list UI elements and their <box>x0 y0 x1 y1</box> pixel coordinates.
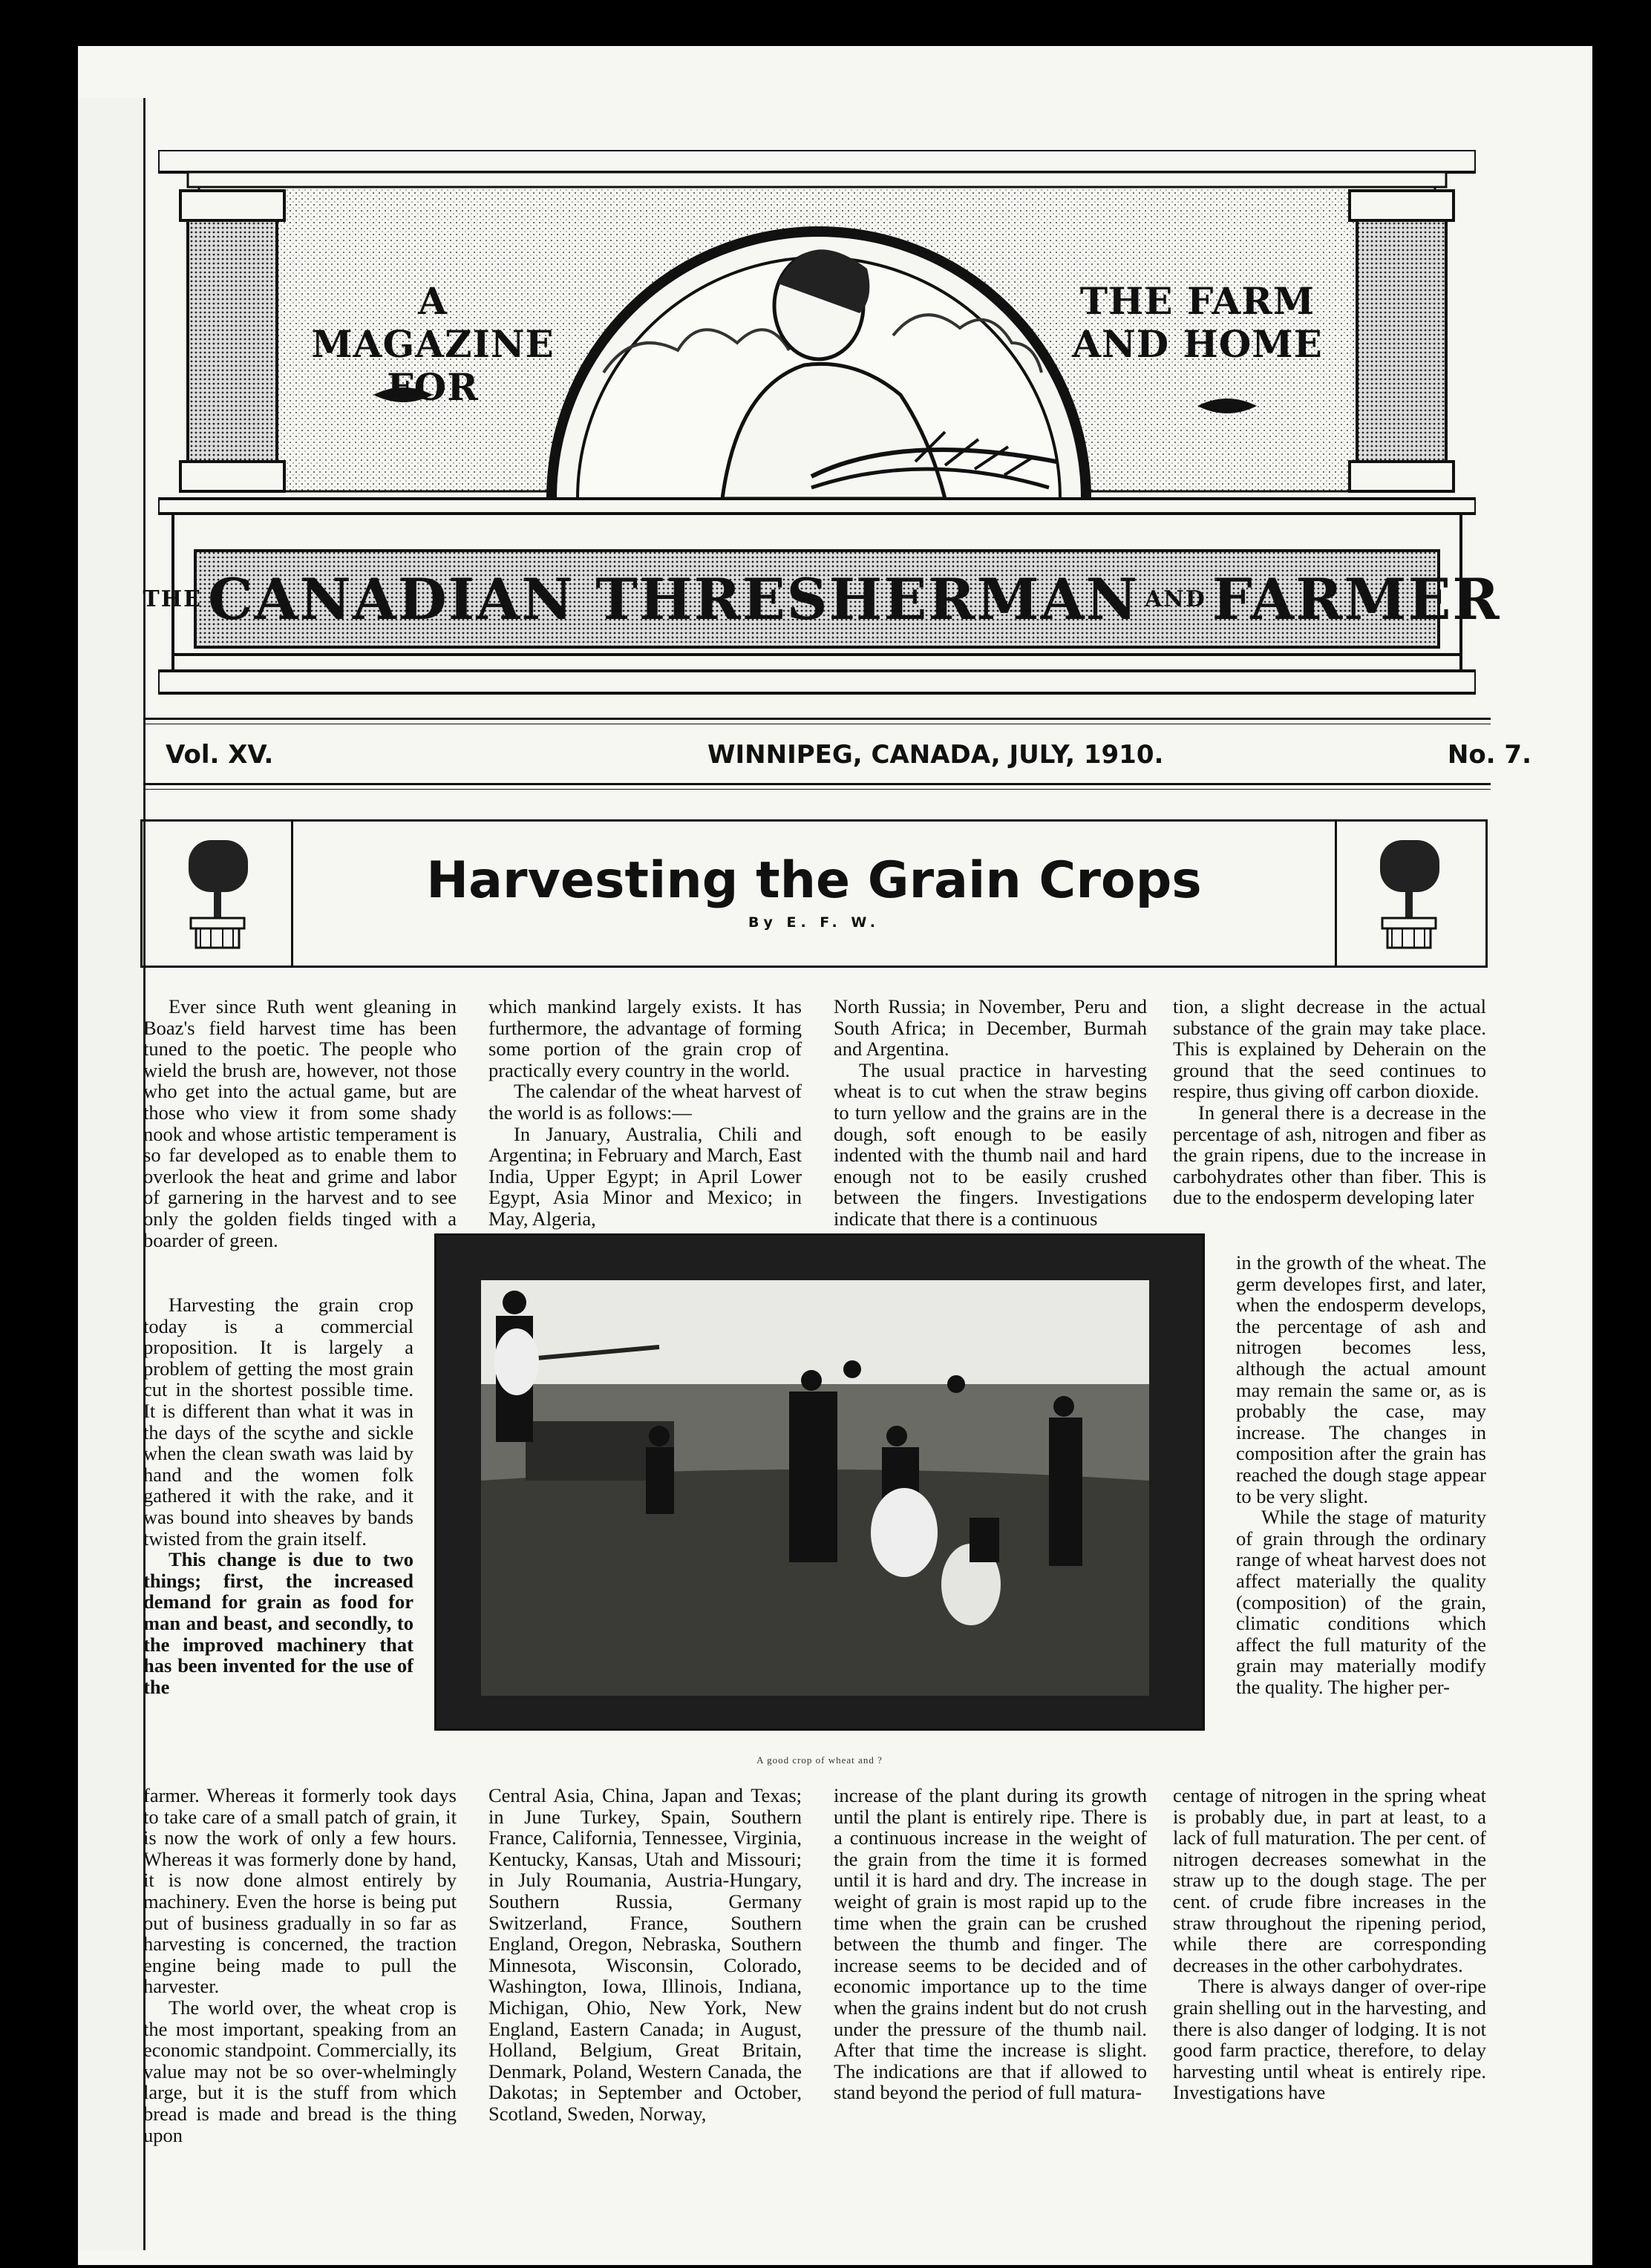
paragraph: centage of nitrogen in the spring wheat is probably due, in part at least, to a lack of full maturation. The per cent. of nitrogen decreases somewhat in the straw up to the dough stage. The per cent. of crude fibre increases in the straw throughout the ripening period, while there are corresponding decreases in the other carbohydrates. <box>1173 1784 1486 1976</box>
paragraph: In general there is a decrease in the percentage of ash, nitrogen and fiber as the grain ripens, due to the increase in carbohydrates other than fiber. This is due to the endosperm developing later <box>1173 1101 1486 1209</box>
column-1-top <box>143 996 457 1251</box>
tagline-right-line2: AND HOME <box>1072 322 1323 366</box>
previous-page-edge <box>78 98 146 2250</box>
tagline-left-line2: FOR <box>387 365 479 409</box>
tagline-right-line1: THE FARM <box>1079 279 1315 323</box>
header-ornament-left <box>143 822 293 966</box>
paragraph: farmer. Whereas it formerly took days to take care of a small patch of grain, it is now the work of only a few hours. Whereas it was formerly done by hand, it is now done almost entirely by machinery. Even the horse is being put out of business gradually in so far as harvesting is concerned, the traction engine being made to pull the harvester. <box>143 1784 457 1998</box>
paragraph: While the stage of maturity of grain through the ordinary range of wheat harvest does not affect materially the quality (composition) of the grain, climatic conditions which affect the full maturity of the grain may materially modify the quality. The higher per- <box>1236 1506 1486 1698</box>
plant-pot-icon <box>1337 822 1485 966</box>
title-and: AND <box>1145 586 1206 612</box>
article-title: Harvesting the Grain Crops <box>426 851 1202 910</box>
article-byline: By E. F. W. <box>748 914 880 931</box>
paragraph: In January, Australia, Chili and Argentina; in February and March, East India, Upper Egypt; in April Lower Egypt, Asia Minor and Mexico; in May, Algeria, <box>488 1122 802 1230</box>
paragraph: increase of the plant during its growth until the plant is entirely ripe. There is a continuous increase in the weight of the grain from the time it is formed until it is hard and dry. The increase in weight of grain is most rapid up to the time when the grain can be crushed between the thumb and finger. The increase seems to be decided and of economic importance up to the time when the grains indent but do not crush under the pressure of the thumb nail. After that time the increase is slight. The indications are that if allowed to stand beyond the period of full matura- <box>834 1784 1147 2104</box>
column-3-top <box>834 996 1147 1230</box>
article-header <box>140 819 1488 968</box>
column-1-bottom <box>143 1785 457 2146</box>
column-1-narrow <box>143 1294 413 1697</box>
paragraph: tion, a slight decrease in the actual substance of the grain may take place. This is explained by Deherain on the ground that the seed continues to respire, thus giving off carbon dioxide. <box>1173 995 1486 1103</box>
title-main: CANADIAN THRESHERMAN <box>207 566 1140 632</box>
column-4-narrow <box>1236 1252 1486 1697</box>
paragraph: Ever since Ruth went gleaning in Boaz's field harvest time has been tuned to the poetic. The people who wield the brush are, however, not those who get into the actual game, but are those who view it from some shady nook and whose artistic temperament is so far developed as to enable them to overlook the heat and grime and labor of garnering in the harvest and to see only the golden fields tinged with a boarder of green. <box>143 995 457 1251</box>
issue-line <box>166 740 1546 777</box>
tagline-left-line1: A MAGAZINE <box>311 279 555 366</box>
divider-rule <box>143 789 1491 790</box>
paragraph: North Russia; in November, Peru and South Africa; in December, Burmah and Argentina. <box>834 995 1147 1061</box>
divider-rule <box>143 783 1491 785</box>
column-3-bottom <box>834 1785 1147 2103</box>
paragraph: which mankind largely exists. It has furthermore, the advantage of forming some portion of the grain crop of practically every country in the world. <box>488 995 802 1081</box>
paragraph: This change is due to two things; first, the increased demand for grain as food for man and beast, and secondly, to the improved machinery that has been invented for the use of the <box>143 1548 413 1698</box>
harvest-scene-image <box>437 1236 1203 1728</box>
column-2-bottom <box>488 1785 802 2125</box>
masthead-title <box>143 554 1501 643</box>
paragraph: There is always danger of over-ripe grain shelling out in the harvesting, and there is also danger of lodging. It is not good farm practice, therefore, to delay harvesting until wheat is entirely ripe. Investigations have <box>1173 1975 1486 2104</box>
issue-number: No. 7. <box>1447 740 1531 770</box>
column-4-bottom <box>1173 1785 1486 2103</box>
paragraph: The usual practice in harvesting wheat is to cut when the straw begins to turn yellow and the grains are in the dough, soft enough to be easily indented with the thumb nail and hard enough not to be easily crushed between the fingers. Investigations indicate that there is a continuous <box>834 1058 1147 1230</box>
header-ornament-right <box>1335 822 1485 966</box>
paragraph: The world over, the wheat crop is the most important, speaking from an economic standpoint. Commercially, its value may not be so over-whelmingly large, but it is the stuff from which bread is made and bread is the thing upon <box>143 1996 457 2146</box>
harvest-photo <box>434 1233 1205 1731</box>
column-4-top <box>1173 996 1486 1208</box>
paragraph: Central Asia, China, Japan and Texas; in June Turkey, Spain, Southern France, California, Tennessee, Virginia, Kentucky, Kansas, Utah and Missouri; in July Roumania, Austria-Hungary, Southern Russia, Germany Switzerland, France, Southern England, Oregon, Nebraska, Southern Minnesota, Wisconsin, Colorado, Washington, Iowa, Illinois, Indiana, Michigan, Ohio, New York, New England, Eastern Canada; in August, Holland, Belgium, Great Britain, Denmark, Poland, Western Canada, the Dakotas; in September and October, Scotland, Sweden, Norway, <box>488 1784 802 2125</box>
divider-rule <box>143 718 1491 720</box>
magazine-page <box>78 46 1592 2265</box>
paragraph: Harvesting the grain crop today is a commercial proposition. It is largely a problem of getting the most grain cut in the shortest possible time. It is different than what it was in the days of the scythe and sickle when the clean swath was laid by hand and the women folk gathered it with the rake, and it was bound into sheaves by bands twisted from the grain itself. <box>143 1294 413 1550</box>
volume-label: Vol. XV. <box>166 740 274 770</box>
column-2-top <box>488 996 802 1230</box>
masthead-tagline-left <box>307 280 559 409</box>
paragraph: The calendar of the wheat harvest of the world is as follows:— <box>488 1080 802 1124</box>
photo-caption: A good crop of wheat and ? <box>756 1754 883 1766</box>
masthead-tagline-right <box>1064 280 1331 366</box>
title-the: THE <box>143 586 202 612</box>
paragraph: in the growth of the wheat. The germ developes first, and later, when the endosperm develops, the percentage of ash and nitrogen becomes less, although the actual amount may remain the same or, as is probably the case, may increase. The changes in composition after the grain has reached the dough stage appear to be very slight. <box>1236 1251 1486 1507</box>
plant-pot-icon <box>143 822 291 966</box>
masthead <box>143 150 1501 699</box>
title-end: FARMER <box>1212 566 1501 632</box>
place-date: WINNIPEG, CANADA, JULY, 1910. <box>707 740 1164 770</box>
